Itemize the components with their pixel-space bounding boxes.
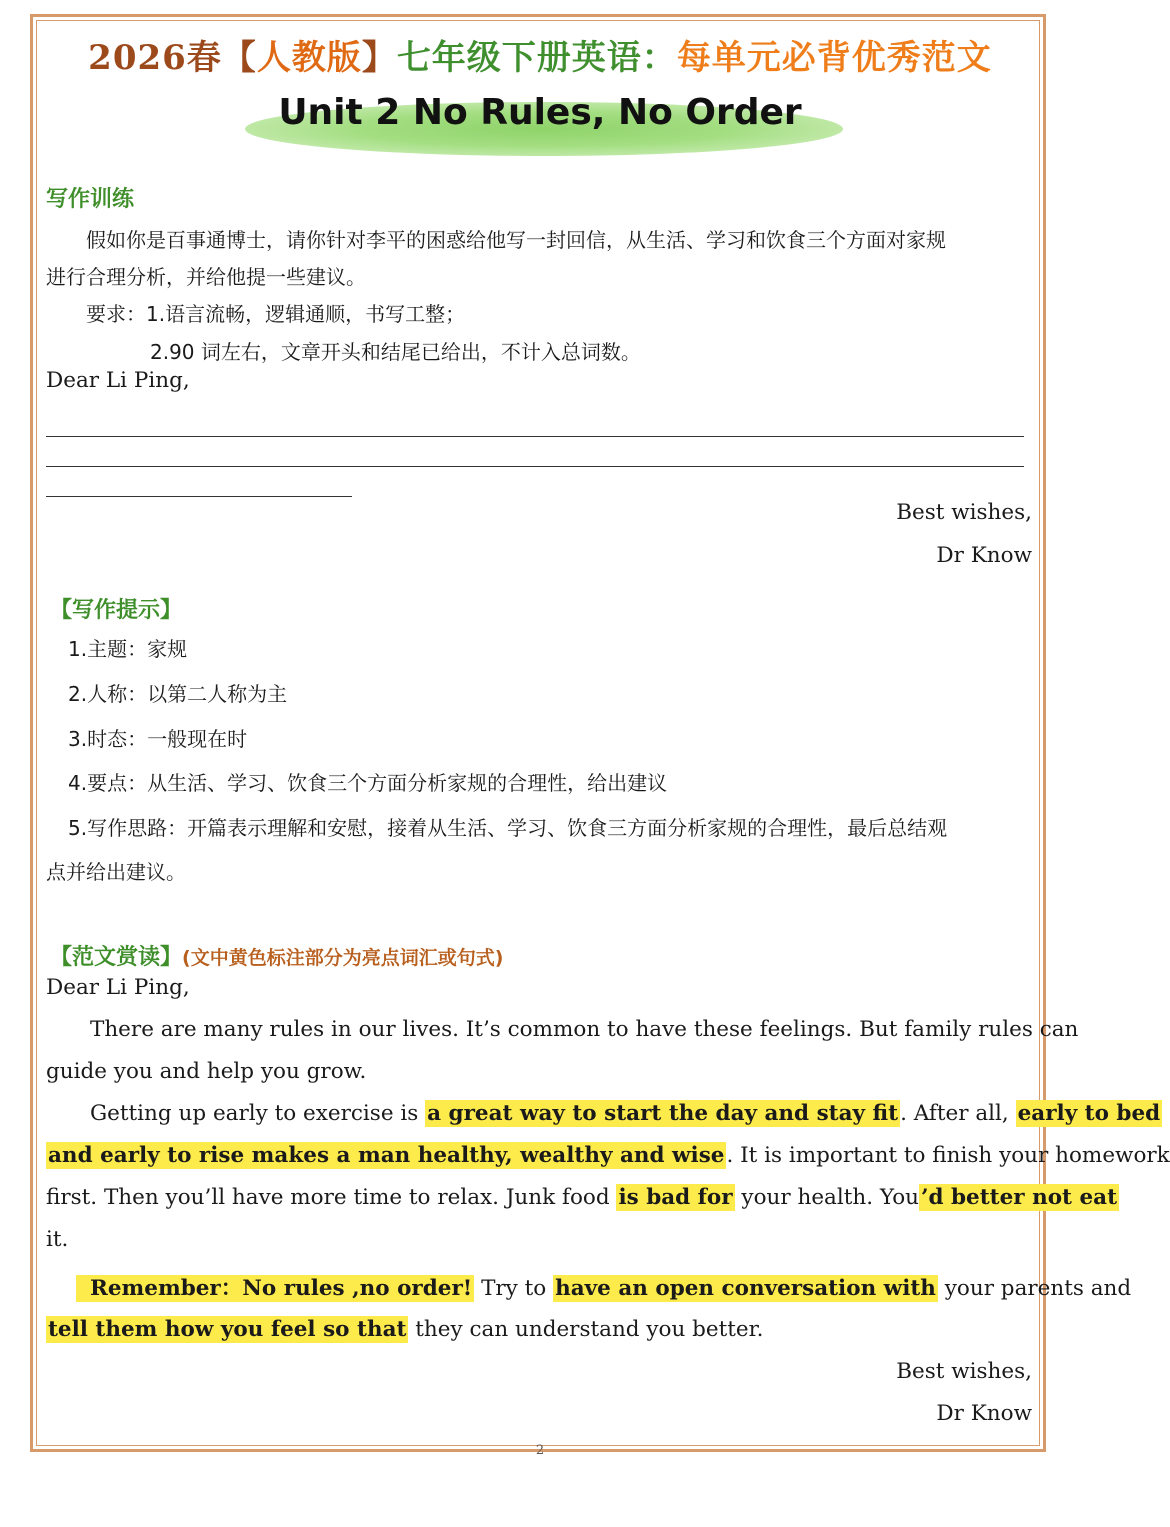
tip-item-2: 2.人称：以第二人称为主	[68, 682, 288, 706]
tip-item-5: 5.写作思路：开篇表示理解和安慰，接着从生活、学习、饮食三方面分析家规的合理性，最后总结观	[68, 816, 948, 840]
sample-heading-label: 【范文赏读】	[50, 945, 183, 970]
highlight-phrase: early to bed	[1017, 1101, 1161, 1126]
sample-p1-line2: guide you and help you grow.	[46, 1059, 367, 1084]
training-requirement-2: 2.90 词左右，文章开头和结尾已给出，不计入总词数。	[150, 340, 641, 364]
sample-greeting: Dear Li Ping,	[46, 975, 190, 1000]
sample-closing: Best wishes,	[896, 1359, 1032, 1384]
highlight-phrase: have an open conversation with	[555, 1276, 936, 1301]
training-closing: Best wishes,	[896, 500, 1032, 525]
sample-highlight-note: (文中黄色标注部分为亮点词汇或句式)	[182, 947, 504, 969]
sample-p3-line1	[76, 1271, 1131, 1302]
sample-p2-line1	[90, 1101, 1162, 1126]
highlight-phrase: tell them how you feel so that	[48, 1317, 407, 1342]
sample-p2-line3	[46, 1185, 1119, 1210]
training-prompt-line1: 假如你是百事通博士，请你针对李平的困惑给他写一封回信，从生活、学习和饮食三个方面对家规	[86, 228, 946, 252]
header-year: 2026春【	[88, 38, 257, 78]
sample-heading	[50, 940, 503, 971]
sample-p2-line2	[46, 1143, 1170, 1168]
sample-p2-text: first. Then you’ll have more time to relax. Junk food	[46, 1185, 617, 1210]
tip-item-3: 3.时态：一般现在时	[68, 727, 248, 751]
tip-item-4: 4.要点：从生活、学习、饮食三个方面分析家规的合理性，给出建议	[68, 771, 668, 795]
sample-p3-text: Try to	[474, 1276, 554, 1301]
sample-p3-line2	[46, 1317, 763, 1342]
header-subject: 每单元必背优秀范文	[676, 38, 992, 78]
tip-item-1: 1.主题：家规	[68, 637, 188, 661]
sample-p2-text: . After all,	[900, 1101, 1016, 1126]
tip-item-5-continued: 点并给出建议。	[46, 860, 186, 884]
unit-title: Unit 2 No Rules, No Order	[278, 92, 802, 133]
training-greeting: Dear Li Ping,	[46, 368, 190, 393]
highlight-phrase: and early to rise makes a man healthy, wealthy and wise	[48, 1143, 725, 1168]
highlight-phrase: Remember：No rules ,no order!	[76, 1275, 474, 1302]
sample-p1-line1: There are many rules in our lives. It’s common to have these feelings. But family rules can	[90, 1017, 1079, 1042]
sample-signature: Dr Know	[936, 1401, 1032, 1426]
answer-line-3	[46, 496, 352, 497]
page-header-title	[0, 30, 1080, 79]
header-grade: 七年级下册英语：	[396, 38, 677, 78]
sample-p2-text: Getting up early to exercise is	[90, 1101, 426, 1126]
highlight-phrase: a great way to start the day and stay fit	[427, 1101, 899, 1126]
training-prompt-line2: 进行合理分析，并给他提一些建议。	[46, 265, 366, 289]
training-requirement-1: 要求：1.语言流畅，逻辑通顺，书写工整；	[86, 302, 466, 326]
sample-p3-text: your parents and	[937, 1276, 1132, 1301]
training-signature: Dr Know	[936, 543, 1032, 568]
sample-p2-text: . It is important to finish your homework	[726, 1143, 1170, 1168]
sample-p3-text: they can understand you better.	[408, 1317, 764, 1342]
highlight-phrase: is bad for	[618, 1185, 733, 1210]
page-number: 2	[535, 1443, 545, 1458]
tips-heading: 【写作提示】	[50, 598, 183, 623]
header-edition: 人教版	[256, 38, 362, 78]
highlight-phrase: ’d better not eat	[921, 1185, 1118, 1210]
answer-line-1	[46, 436, 1024, 437]
training-heading: 写作训练	[46, 187, 135, 212]
sample-p2-line4: it.	[46, 1227, 69, 1252]
answer-line-2	[46, 466, 1024, 467]
sample-p2-text: your health. You	[734, 1185, 920, 1210]
header-bracket: 】	[361, 38, 397, 78]
